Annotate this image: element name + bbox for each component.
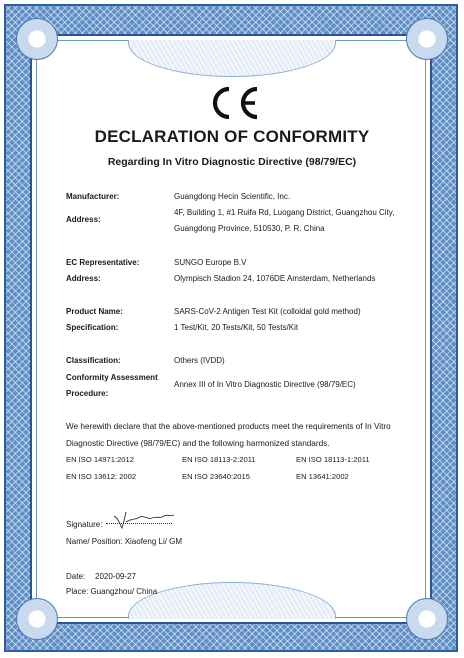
standard-item: EN ISO 23640:2015	[182, 472, 250, 481]
signature-label: Signature:	[66, 520, 103, 529]
ec-representative-value: SUNGO Europe B.V	[174, 258, 247, 267]
declaration-line1: We herewith declare that the above-mentioned products meet the requirements of In Vitro	[66, 422, 391, 431]
ec-address-label: Address:	[66, 274, 101, 283]
corner-ornament-top-left	[16, 18, 58, 60]
date-value: 2020-09-27	[95, 572, 136, 581]
document-subtitle: Regarding In Vitro Diagnostic Directive (98/79/EC)	[107, 156, 357, 168]
corner-ornament-top-right	[406, 18, 448, 60]
manufacturer-value: Guangdong Hecin Scientific, Inc.	[174, 192, 291, 201]
standard-item: EN ISO 13612: 2002	[66, 472, 137, 481]
specification-value: 1 Test/Kit, 20 Tests/Kit, 50 Tests/Kit	[174, 323, 299, 332]
conformity-label-line1: Conformity Assessment	[66, 373, 158, 382]
product-name-label: Product Name:	[66, 307, 123, 316]
ec-address-value: Olympisch Stadion 24, 1076DE Amsterdam, Netherlands	[174, 274, 376, 283]
corner-ornament-bottom-left	[16, 598, 58, 640]
address-value-line2: Guangdong Province, 510530, P. R. China	[174, 224, 325, 233]
address-value-line1: 4F, Building 1, #1 Ruifa Rd, Luogang District, Guangzhou City,	[174, 208, 395, 217]
standard-item: EN ISO 18113-2:2011	[182, 455, 256, 464]
document-title: DECLARATION OF CONFORMITY	[94, 127, 370, 146]
place-line: Place: Guangzhou/ China	[66, 587, 158, 596]
product-name-value: SARS-CoV-2 Antigen Test Kit (colloidal gold method)	[174, 307, 361, 316]
declaration-line2: Diagnostic Directive (98/79/EC) and the following harmonized standards.	[66, 439, 330, 448]
standard-item: EN ISO 18113-1:2011	[296, 455, 370, 464]
standard-item: EN 13641:2002	[296, 472, 349, 481]
conformity-value: Annex III of In Vitro Diagnostic Directive (98/79/EC)	[174, 380, 356, 389]
name-position-line: Name/ Position: Xiaofeng Li/ GM	[66, 537, 183, 546]
corner-ornament-bottom-right	[406, 598, 448, 640]
classification-value: Others (IVDD)	[174, 356, 225, 365]
address-label: Address:	[66, 215, 101, 224]
handwritten-signature	[112, 508, 176, 532]
ce-mark-logo	[205, 84, 261, 122]
classification-label: Classification:	[66, 356, 121, 365]
date-label: Date:	[66, 572, 86, 581]
manufacturer-label: Manufacturer:	[66, 192, 120, 201]
ec-representative-label: EC Representative:	[66, 258, 140, 267]
standard-item: EN ISO 14971:2012	[66, 455, 134, 464]
specification-label: Specification:	[66, 323, 119, 332]
conformity-label-line2: Procedure:	[66, 389, 109, 398]
